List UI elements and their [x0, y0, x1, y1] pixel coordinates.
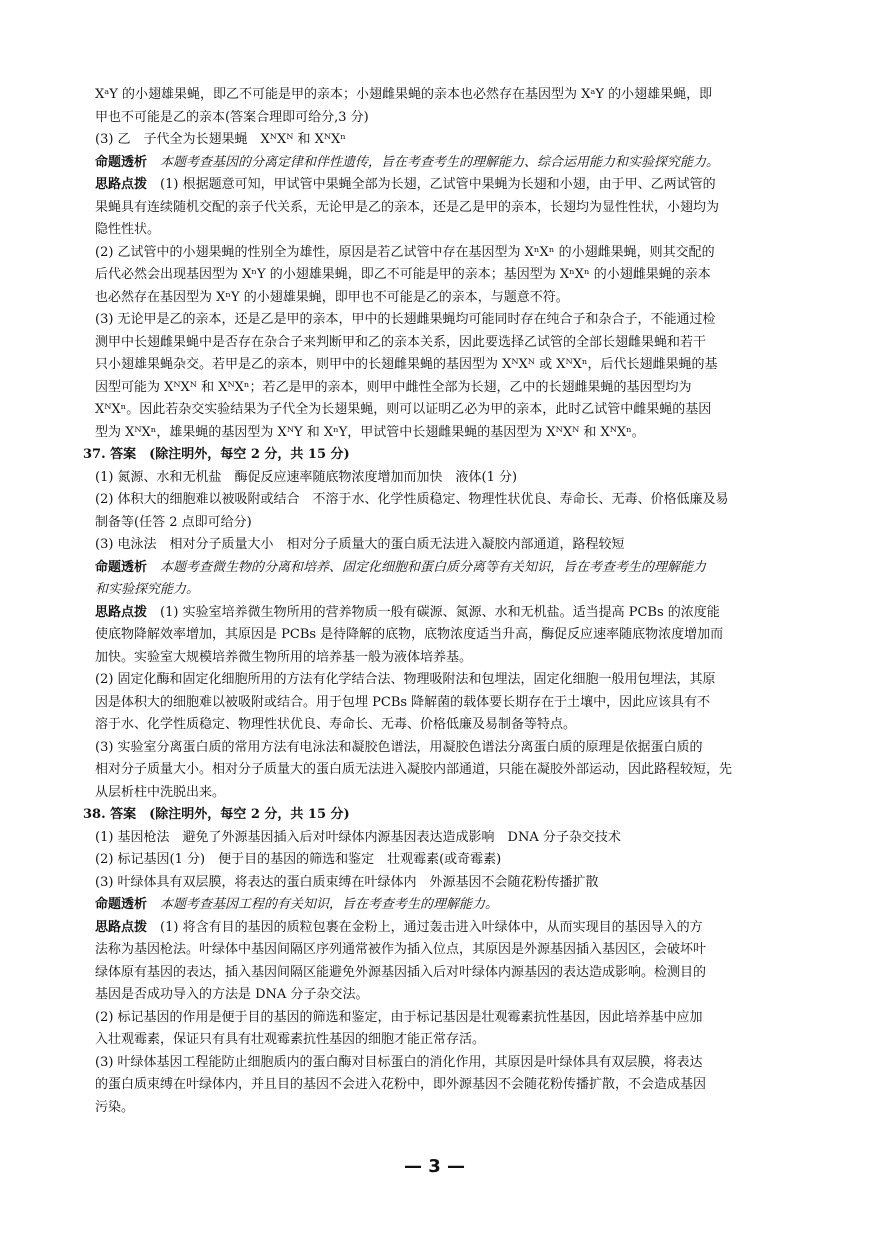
text-line [95, 827, 795, 850]
tips-label: 思路点拨 [95, 919, 148, 935]
text-line [95, 917, 795, 940]
line-text: (1) 氮源、水和无机盐 酶促反应速率随底物浓度增加而加快 液体(1 分) [95, 469, 518, 485]
line-text: (3) 实验室分离蛋白质的常用方法有电泳法和凝胶色谱法，用凝胶色谱法分离蛋白质的原理是依据蛋白质的 [95, 739, 703, 755]
text-line [95, 197, 795, 220]
line-text: (1) 将含有目的基因的质粒包裹在金粉上，通过轰击进入叶绿体中，从而实现目的基因导入的方 [147, 919, 703, 935]
text-line [95, 714, 795, 737]
text-line [95, 759, 795, 782]
text-line [95, 219, 795, 242]
text-line [95, 557, 795, 580]
line-text: (2) 体积大的细胞难以被吸附或结合 不溶于水、化学性质稳定、物理性状优良、寿命长、无毒、价格低廉及易 [95, 492, 729, 507]
line-text: 相对分子质量大小。相对分子质量大的蛋白质无法进入凝胶内部通道，只能在凝胶外部运动，因此路程较短，先 [95, 762, 733, 777]
text-line [95, 872, 795, 895]
line-text: (3) 乙 子代全为长翅果蝇 XᴺXᴺ 和 XᴺXⁿ [95, 132, 346, 147]
text-line [95, 782, 795, 805]
text-line [95, 84, 795, 107]
line-text: 也必然存在基因型为 XⁿY 的小翅雄果蝇，即甲也不可能是乙的亲本，与题意不符。 [95, 289, 569, 305]
question-heading: 38. 答案 (除注明外，每空 2 分，共 15 分) [83, 807, 350, 822]
line-text: 果蝇具有连续随机交配的亲子代关系，无论甲是乙的亲本，还是乙是甲的亲本，长翅均为显性性状，小翅均为 [95, 199, 720, 215]
text-line [95, 984, 795, 1007]
text-line [95, 354, 795, 377]
line-text: 入壮观霉素，保证只有具有壮观霉素抗性基因的细胞才能正常存活。 [95, 1032, 486, 1047]
line-text: 使底物降解效率增加，其原因是 PCBs 是待降解的底物，底物浓度适当升高，酶促反应速率随底物浓度增加而 [95, 627, 724, 642]
line-text: 本题考查微生物的分离和培养、固定化细胞和蛋白质分离等有关知识，旨在考查考生的理解能力 [147, 559, 707, 575]
text-line [95, 264, 795, 287]
analysis-label: 命题透析 [95, 897, 148, 912]
text-line [95, 467, 795, 490]
page-number: — 3 — [403, 1156, 466, 1177]
line-text: 型为 XᴺXⁿ，雄果蝇的基因型为 XᴺY 和 XⁿY，甲试管中长翅雌果蝇的基因型为 XᴺXᴺ 和 XᴺXⁿ。 [95, 424, 645, 440]
text-line [95, 1097, 795, 1120]
text-line [95, 1029, 795, 1052]
text-line [95, 624, 795, 647]
text-line [95, 894, 795, 917]
text-line [95, 174, 795, 197]
text-line [95, 602, 795, 625]
line-text: 污染。 [95, 1099, 135, 1115]
text-line [83, 444, 795, 467]
text-line [95, 377, 795, 400]
line-text: 隐性性状。 [95, 222, 161, 237]
text-line [95, 1074, 795, 1097]
tips-label: 思路点拨 [95, 604, 148, 620]
text-line [95, 669, 795, 692]
text-line [95, 534, 795, 557]
text-line [95, 309, 795, 332]
line-text: (3) 无论甲是乙的亲本，还是乙是甲的亲本，甲中的长翅雌果蝇均可能同时存在纯合子和杂合子，不能通过检 [95, 312, 716, 327]
text-line [95, 332, 795, 355]
line-text: 因型可能为 XᴺXᴺ 和 XᴺXⁿ；若乙是甲的亲本，则甲中雌性全部为长翅，乙中的长翅雌果蝇的基因型均为 [95, 379, 692, 395]
text-line [95, 422, 795, 445]
line-text: (3) 叶绿体基因工程能防止细胞质内的蛋白酶对目标蛋白的消化作用，其原因是叶绿体具有双层膜，将表达 [95, 1054, 703, 1070]
line-text: XᵃY 的小翅雄果蝇，即乙不可能是甲的亲本；小翅雌果蝇的亲本也必然存在基因型为 XᵃY 的小翅雄果蝇，即 [95, 87, 713, 102]
line-text: (1) 实验室培养微生物所用的营养物质一般有碳源、氮源、水和无机盐。适当提高 PCBs 的浓度能 [147, 604, 720, 620]
text-line [95, 939, 795, 962]
line-text: 绿体原有基因的表达，插入基因间隔区能避免外源基因插入后对叶绿体内源基因的表达造成影响。检测目的 [95, 964, 707, 980]
line-text: 本题考查基因的分离定律和伴性遗传，旨在考查考生的理解能力、综合运用能力和实验探究能力。 [147, 154, 720, 170]
text-line [95, 242, 795, 265]
line-text: 本题考查基因工程的有关知识，旨在考查考生的理解能力。 [147, 897, 499, 912]
text-line [95, 1007, 795, 1030]
line-text: XᴺXⁿ。因此若杂交实验结果为子代全为长翅果蝇，则可以证明乙必为甲的亲本，此时乙试管中雌果蝇的基因 [95, 402, 712, 417]
text-line [95, 129, 795, 152]
line-text: (1) 基因枪法 避免了外源基因插入后对叶绿体内源基因表达造成影响 DNA 分子杂交技术 [95, 829, 621, 845]
line-text: 的蛋白质束缚在叶绿体内，并且目的基因不会进入花粉中，即外源基因不会随花粉传播扩散，不会造成基因 [95, 1077, 707, 1092]
text-line [95, 152, 795, 175]
analysis-label: 命题透析 [95, 559, 148, 575]
text-line [95, 399, 795, 422]
line-text: 只小翅雄果蝇杂交。若甲是乙的亲本，则甲中的长翅雌果蝇的基因型为 XᴺXᴺ 或 XᴺXⁿ，后代长翅雌果蝇的基 [95, 357, 718, 372]
line-text: 基因是否成功导入的方法是 DNA 分子杂交法。 [95, 987, 369, 1002]
tips-label: 思路点拨 [95, 177, 148, 192]
line-text: 后代必然会出现基因型为 XⁿY 的小翅雄果蝇，即乙不可能是甲的亲本；基因型为 XⁿXⁿ 的小翅雌果蝇的亲本 [95, 267, 711, 282]
line-text: (2) 标记基因(1 分) 便于目的基因的筛选和鉴定 壮观霉素(或奇霉素) [95, 852, 502, 867]
text-line [95, 737, 795, 760]
text-line [95, 579, 795, 602]
text-line [95, 107, 795, 130]
line-text: 测甲中长翅雌果蝇中是否存在杂合子来判断甲和乙的亲本关系，因此要选择乙试管的全部长翅雌果蝇和若干 [95, 334, 707, 350]
question-heading: 37. 答案 (除注明外，每空 2 分，共 15 分) [83, 447, 350, 462]
line-text: 法称为基因枪法。叶绿体中基因间隔区序列通常被作为插入位点，其原因是外源基因插入基因区，会破坏叶 [95, 942, 707, 957]
line-text: 甲也不可能是乙的亲本(答案合理即可给分,3 分) [95, 109, 369, 125]
line-text: (2) 标记基因的作用是便于目的基因的筛选和鉴定，由于标记基因是壮观霉素抗性基因，因此培养基中应加 [95, 1009, 703, 1025]
line-text: 和实验探究能力。 [95, 582, 200, 597]
answer-text-body [83, 84, 795, 1119]
text-line [95, 692, 795, 715]
text-line [95, 489, 795, 512]
line-text: 因是体积大的细胞难以被吸附或结合。用于包埋 PCBs 降解菌的载体要长期存在于土壤中，因此应该具有不 [95, 694, 711, 710]
text-line [95, 647, 795, 670]
line-text: (1) 根据题意可知，甲试管中果蝇全部为长翅，乙试管中果蝇为长翅和小翅，由于甲、乙两试管的 [147, 177, 716, 192]
line-text: (2) 乙试管中的小翅果蝇的性别全为雄性，原因是若乙试管中存在基因型为 XⁿXⁿ 的小翅雌果蝇，则其交配的 [95, 244, 715, 260]
text-line [95, 1052, 795, 1075]
line-text: (3) 电泳法 相对分子质量大小 相对分子质量大的蛋白质无法进入凝胶内部通道，路程较短 [95, 537, 625, 552]
line-text: 加快。实验室大规模培养微生物所用的培养基一般为液体培养基。 [95, 649, 473, 665]
line-text: (3) 叶绿体具有双层膜，将表达的蛋白质束缚在叶绿体内 外源基因不会随花粉传播扩散 [95, 874, 599, 890]
line-text: 从层析柱中洗脱出来。 [95, 784, 226, 800]
line-text: 制备等(任答 2 点即可给分) [95, 514, 252, 530]
text-line [95, 849, 795, 872]
text-line [83, 804, 795, 827]
line-text: 溶于水、化学性质稳定、物理性状优良、寿命长、无毒、价格低廉及易制备等特点。 [95, 717, 577, 732]
text-line [95, 287, 795, 310]
text-line [95, 512, 795, 535]
line-text: (2) 固定化酶和固定化细胞所用的方法有化学结合法、物理吸附法和包埋法，固定化细胞一般用包埋法，其原 [95, 672, 716, 687]
text-line [95, 962, 795, 985]
analysis-label: 命题透析 [95, 154, 148, 170]
